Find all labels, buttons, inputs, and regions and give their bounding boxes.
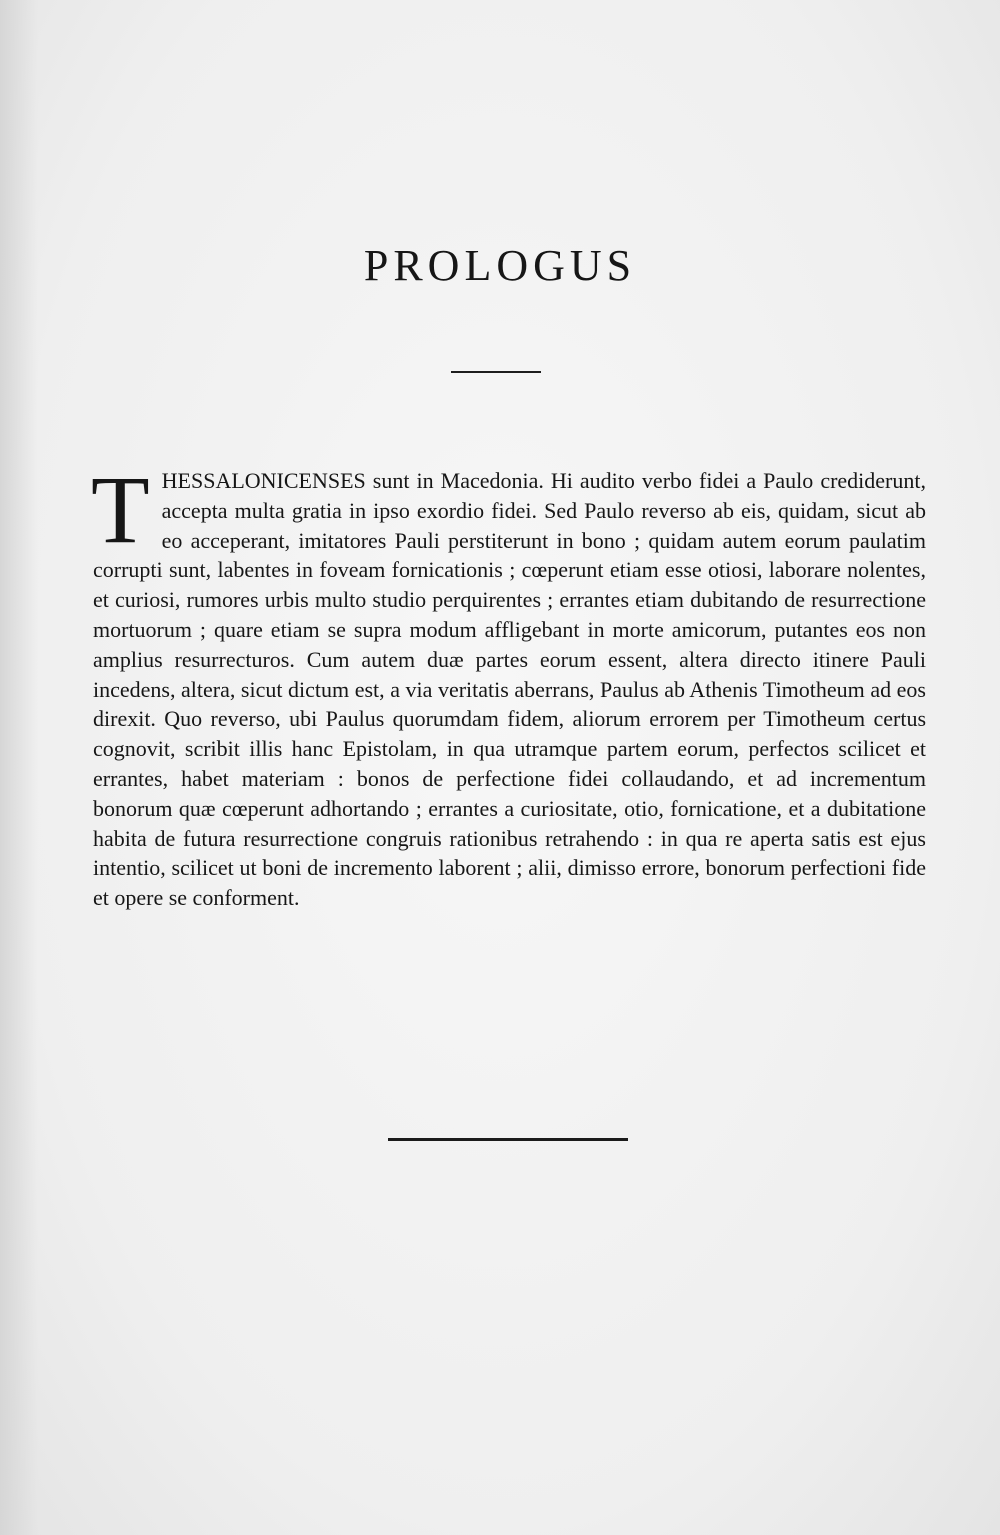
prologue-paragraph [91, 456, 926, 913]
drop-cap: T [91, 456, 150, 563]
gutter-shadow [0, 0, 38, 1535]
page-title: PROLOGUS [363, 241, 637, 290]
prologue-text: HESSALONICENSES sunt in Macedonia. Hi audito verbo fidei a Paulo crediderunt, accepta multa gratia in ipso exordio fidei. Sed Paulo reverso ab eis, quidam, sicut ab eo acceperant, imitatores Pauli perstiterunt in bono ; quidam autem eorum paulatim corrupti sunt, labentes in foveam fornicationis ; cœperunt etiam esse otiosi, laborare nolentes, et curiosi, rumores urbis multo studio perquirentes ; errantes etiam dubitando de resurrectione mortuorum ; quare etiam se supra modum affligebant in morte amicorum, putantes eos non amplius resurrecturos. Cum autem duæ partes eorum essent, altera directo itinere Pauli incedens, altera, sicut dictum est, a via veritatis aberrans, Paulus ab Athenis Timotheum ad eos direxit. Quo reverso, ubi Paulus quorumdam fidem, aliorum errorem per Timotheum certus cognovit, scribit illis hanc Epistolam, in qua utramque partem eorum, perfectos scilicet et errantes, habet materiam : bonos de perfectione fidei collaudando, et ad incrementum bonorum quæ cœperunt adhortando ; errantes a curiositate, otio, fornicatione, et a dubitatione habita de futura resurrectione congruis rationibus retrahendo : in qua re aperta satis est ejus intentio, scilicet ut boni de incremento laborent ; alii, dimisso errore, bonorum perfectioni fide et opere se conforment. [93, 468, 926, 911]
title-rule [451, 371, 541, 373]
closing-rule [388, 1138, 628, 1141]
